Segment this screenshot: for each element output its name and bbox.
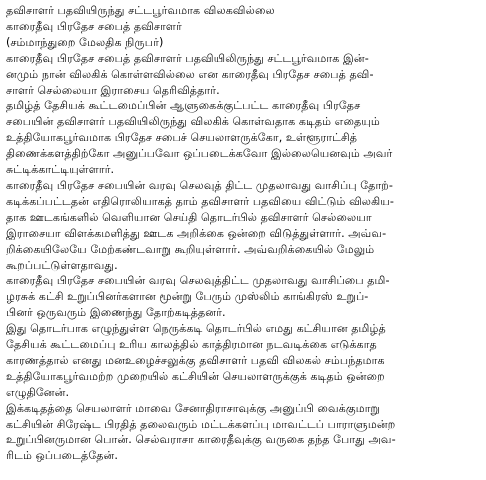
- headline-title: தவிசாளர் பதவியிருந்து சட்டபூர்வமாக விலகவில்லை: [6, 4, 275, 17]
- paragraph-line: காரைதீவு பிரதேச சபையின் வரவு செலவுத்திட்ட முதலாவது வாசிப்பை தமி-: [6, 274, 390, 288]
- paragraph-5: [6, 321, 480, 401]
- paragraph-line: சபையின் தவிசாளர் பதவியிலிருந்து விலகிக் கொள்வதாக கடிதம் எதையும்: [6, 115, 380, 129]
- paragraph-line: தேசியக் கூட்டமைப்பு உரிய காலத்தில் காத்திரமான நடவடிக்கை எடுக்காத: [6, 338, 377, 352]
- paragraph-line: காரணத்தால் எனது மனஉழைச்சலுக்கு தவிசாளர் பதவி விலகல் சம்பந்தமாக: [6, 353, 385, 367]
- paragraph-line: உறுப்பினருமான பொன். செல்வராசா காரைதீவுக்கு வருகை தந்த போது அவ-: [6, 433, 396, 447]
- paragraph-line: இது தொடர்பாக எழுந்துள்ள நெருக்கடி தொடர்பில் எமது கட்சியான தமிழ்த்: [6, 322, 386, 336]
- paragraph-line: பினர் ஒருவரும் இணைந்து தோற்கடித்தனர்.: [6, 306, 226, 320]
- paragraph-line: னமும் நான் விலகிக் கொள்ளவில்லை என காரைதீவு பிரதேச சபைத் தவி-: [6, 67, 374, 81]
- paragraph-4: [6, 273, 480, 321]
- paragraph-line: எழுதினேன்.: [6, 385, 70, 399]
- paragraph-line: றிக்கையிலேயே மேற்கண்டவாறு கூறியுள்ளார். அவ்வறிக்கையில் மேலும்: [6, 242, 375, 256]
- paragraph-line: காரைதீவு பிரதேச சபையின் வரவு செலவுத் திட்ட முதலாவது வாசிப்பு தோற்-: [6, 178, 393, 192]
- paragraph-line: சுட்டிக்காட்டியுள்ளார்.: [6, 163, 115, 177]
- paragraph-line: ரிடம் ஒப்படைத்தேன்.: [6, 449, 118, 463]
- article-headline: [6, 3, 480, 51]
- reporter-credit: (சம்மாந்துறை மேலதிக நிருபர்): [6, 35, 164, 49]
- paragraph-1: [6, 51, 480, 99]
- paragraph-line: இக்கடிதத்தை செயலாளர் மாவை சேனாதிராசாவுக்கு அனுப்பி வைக்குமாறு: [6, 401, 380, 415]
- paragraph-line: திணைக்களத்திற்கோ அனுப்பவோ ஒப்படைக்கவோ இல்லையெனவும் அவர்: [6, 147, 393, 161]
- paragraph-line: ழரசுக் கட்சி உறுப்பினர்களான மூன்று பேரும் முஸ்லிம் காங்கிரஸ் உறுப்-: [6, 290, 369, 304]
- paragraph-line: கடிக்கப்பட்டதன் எதிரொலியாகத் தாம் தவிசாளர் பதவியை விட்டும் விலகிய-: [6, 194, 394, 208]
- paragraph-line: உத்தியோகபூர்வமாக பிரதேச சபைச் செயலாளருக்கோ, உள்ளூராட்சித்: [6, 131, 358, 145]
- headline-subtitle: காரைதீவு பிரதேச சபைத் தவிசாளர்: [6, 19, 182, 33]
- paragraph-line: இராசையா விளக்கமளித்து ஊடக அறிக்கை ஒன்றை விடுத்துள்ளார். அவ்வ-: [6, 226, 387, 240]
- paragraph-line: உத்தியோகபூர்வமற்ற முறையில் கட்சியின் செயலாளருக்குக் கடிதம் ஒன்றை: [6, 369, 385, 383]
- paragraph-line: தாக ஊடகங்களில் வெளியான செய்தி தொடர்பில் தவிசாளர் செல்லையா: [6, 210, 372, 224]
- paragraph-line: தமிழ்த் தேசியக் கூட்டமைப்பின் ஆளுகைக்குட்பட்ட காரைதீவு பிரதேச: [6, 99, 361, 113]
- paragraph-6: [6, 401, 480, 465]
- paragraph-2: [6, 98, 480, 178]
- paragraph-3: [6, 178, 480, 273]
- paragraph-line: கட்சியின் சிரேஷ்ட பிரதித் தலைவரும் மட்டக்களப்பு மாவட்டப் பாராளுமன்ற: [6, 417, 396, 431]
- paragraph-line: காரைதீவு பிரதேச சபைத் தவிசாளர் பதவியிலிருந்து சட்டபூர்வமாக இன்-: [6, 51, 369, 65]
- paragraph-line: கூறப்பட்டுள்ளதாவது.: [6, 258, 118, 272]
- paragraph-line: சாளர் செல்லையா இராசைய தெரிவித்தார்.: [6, 83, 220, 97]
